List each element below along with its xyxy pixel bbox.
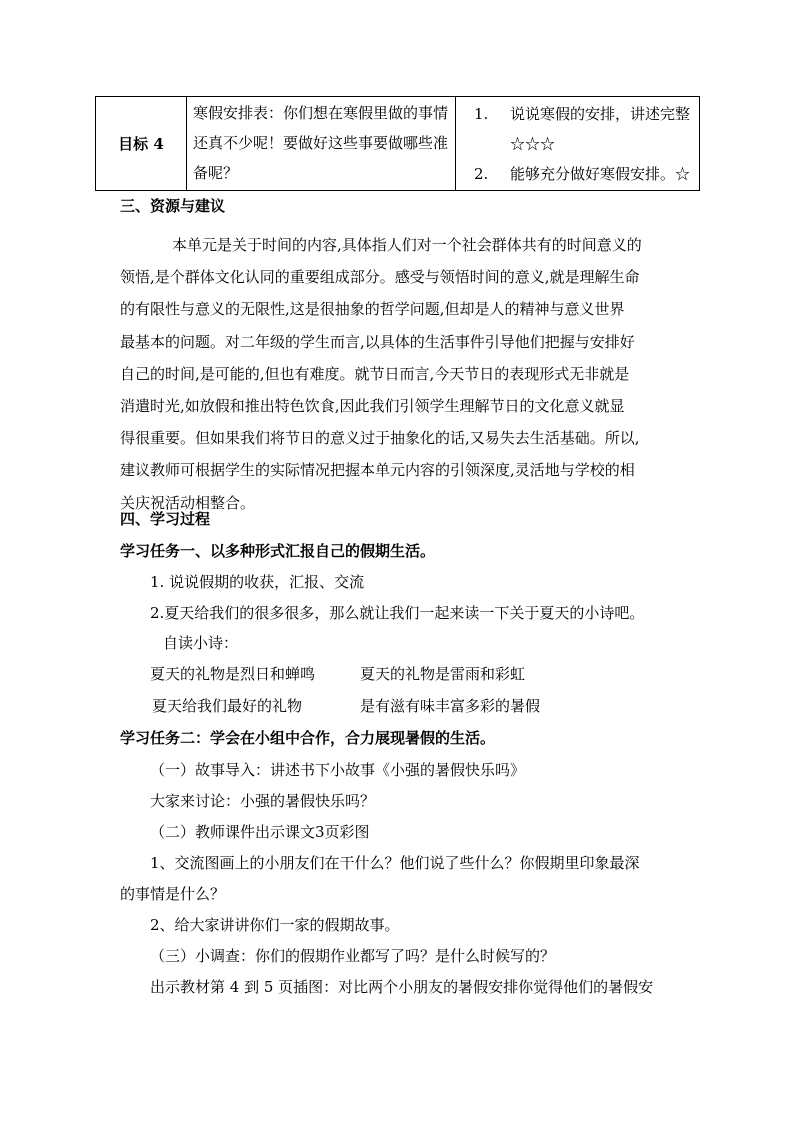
paragraph-line: 的有限性与意义的无限性,这是很抽象的哲学问题,但却是人的精神与意义世界: [120, 300, 625, 319]
section3-paragraph: [120, 229, 680, 519]
task2-paragraph: 出示教材第 4 到 5 页插图：对比两个小朋友的暑假安排你觉得他们的暑假安: [150, 978, 654, 996]
criterion-2: [474, 159, 695, 189]
criterion-number: 1.: [474, 105, 489, 123]
paragraph-line: 关庆祝活动相整合。: [120, 493, 256, 512]
goal-content: 寒假安排表：你们想在寒假里做的事情还真不少呢！要做好这些事要做哪些准备呢？: [187, 97, 456, 191]
task2-paragraph: （二）教师课件出示课文3页彩图: [150, 823, 370, 841]
section3-heading: 三、资源与建议: [120, 197, 226, 215]
task1-heading: 学习任务一、以多种形式汇报自己的假期生活。: [120, 542, 436, 560]
task1-item-1: 1. 说说假期的收获，汇报、交流: [150, 573, 365, 591]
criterion-text: 说说寒假的安排，讲述完整☆☆☆: [510, 105, 691, 153]
task2-paragraph: 的事情是什么？: [120, 885, 226, 903]
task2-paragraph: 1、交流图画上的小朋友们在干什么？他们说了些什么？你假期里印象最深: [150, 854, 640, 872]
task2-paragraph: 大家来讨论：小强的暑假快乐吗？: [150, 792, 376, 810]
paragraph-line: 建议教师可根据学生的实际情况把握本单元内容的引领深度,灵活地与学校的相: [120, 461, 635, 480]
goal-criteria: [456, 97, 700, 191]
paragraph-line: 最基本的问题。对二年级的学生而言,以具体的生活事件引导他们把握与安排好: [120, 332, 635, 351]
section4-heading: 四、学习过程: [120, 510, 211, 528]
goal-table: [95, 96, 700, 191]
criterion-1: [474, 99, 695, 159]
paragraph-line: 自己的时间,是可能的,但也有难度。就节日而言,今天节日的表现形式无非就是: [120, 364, 630, 383]
paragraph-line: 消遣时光,如放假和推出特色饮食,因此我们引领学生理解节日的文化意义就显: [120, 397, 625, 416]
poem-intro: 自读小诗：: [163, 634, 239, 652]
task2-heading: 学习任务二：学会在小组中合作，合力展现暑假的生活。: [120, 729, 496, 747]
goal-row: [96, 97, 700, 191]
poem-line: 夏天的礼物是烈日和蝉鸣: [150, 665, 316, 683]
task2-paragraph: （三）小调查：你们的假期作业都写了吗？是什么时候写的？: [150, 947, 556, 965]
task1-item-2: 2.夏天给我们的很多很多，那么就让我们一起来读一下关于夏天的小诗吧。: [150, 604, 645, 622]
goal-label: 目标 4: [96, 97, 187, 191]
paragraph-line: 领悟,是个群体文化认同的重要组成部分。感受与领悟时间的意义,就是理解生命: [120, 268, 640, 287]
task2-paragraph: （一）故事导入：讲述书下小故事《小强的暑假快乐吗》: [150, 761, 526, 779]
criterion-number: 2.: [474, 165, 489, 183]
poem-line: 夏天的礼物是雷雨和彩虹: [360, 665, 526, 683]
paragraph-line: 得很重要。但如果我们将节日的意义过于抽象化的话,又易失去生活基础。所以,: [120, 429, 640, 448]
poem-line: 是有滋有味丰富多彩的暑假: [360, 697, 541, 715]
criterion-text: 能够充分做好寒假安排。☆: [510, 165, 691, 183]
task2-paragraph: 2、给大家讲讲你们一家的假期故事。: [150, 916, 400, 934]
paragraph-line: 本单元是关于时间的内容,具体指人们对一个社会群体共有的时间意义的: [172, 236, 642, 254]
poem-line: 夏天给我们最好的礼物: [152, 697, 303, 715]
